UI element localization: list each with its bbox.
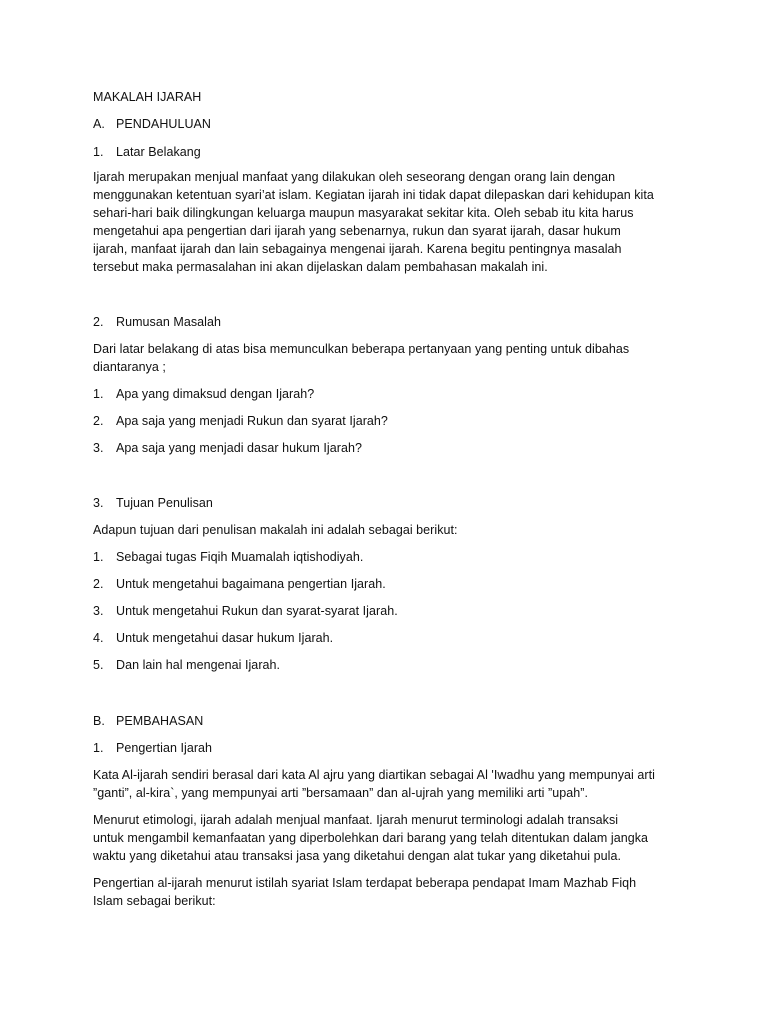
subheading-text: Latar Belakang <box>116 145 201 159</box>
list-text: Untuk mengetahui Rukun dan syarat-syarat Ijarah. <box>116 604 398 618</box>
list-text: Untuk mengetahui bagaimana pengertian Ijarah. <box>116 577 386 591</box>
list-number: 5. <box>93 658 104 672</box>
paragraph-etimologi <box>93 811 648 865</box>
list-text: Apa saja yang menjadi Rukun dan syarat Ijarah? <box>116 414 388 428</box>
paragraph-line: Dari latar belakang di atas bisa memunculkan beberapa pertanyaan yang penting untuk dibahas <box>93 342 630 356</box>
subheading-number: 1. <box>93 145 104 159</box>
subheading-latar-belakang <box>93 143 201 161</box>
list-text: Untuk mengetahui dasar hukum Ijarah. <box>116 631 334 645</box>
list-item <box>93 575 386 593</box>
list-item <box>93 629 333 647</box>
list-text: Apa saja yang menjadi dasar hukum Ijarah? <box>116 441 362 455</box>
heading-text: PENDAHULUAN <box>116 117 212 131</box>
subheading-number: 3. <box>93 496 104 510</box>
heading-number: A. <box>93 117 105 131</box>
list-number: 2. <box>93 577 104 591</box>
heading-number: B. <box>93 714 105 728</box>
section-heading-a <box>93 115 211 133</box>
list-item <box>93 656 280 674</box>
paragraph-line: ijarah, manfaat ijarah dan lain sebagainya mengenai ijarah. Karena begitu pentingnya masalah <box>93 242 622 256</box>
paragraph-etimologi-kata <box>93 766 655 802</box>
list-number: 2. <box>93 414 104 428</box>
subheading-text: Tujuan Penulisan <box>116 496 213 510</box>
list-text: Dan lain hal mengenai Ijarah. <box>116 658 281 672</box>
list-number: 3. <box>93 441 104 455</box>
paragraph-line: sehari-hari baik dilingkungan keluarga maupun masyarakat sekitar kita. Oleh sebab itu kita harus <box>93 206 634 220</box>
subheading-text: Rumusan Masalah <box>116 315 221 329</box>
subheading-tujuan-penulisan <box>93 494 213 512</box>
list-number: 3. <box>93 604 104 618</box>
paragraph-line: mengetahui apa pengertian dari ijarah yang sebenarnya, rukun dan syarat ijarah, dasar hukum <box>93 224 621 238</box>
section-heading-b <box>93 712 203 730</box>
subheading-rumusan-masalah <box>93 313 221 331</box>
paragraph-line: untuk mengambil kemanfaatan yang diperbolehkan dari barang yang telah ditentukan dalam jangka <box>93 831 649 845</box>
paragraph-line: Islam sebagai berikut: <box>93 894 216 908</box>
list-number: 1. <box>93 387 104 401</box>
paragraph-line: diantaranya ; <box>93 360 166 374</box>
list-item <box>93 439 362 457</box>
paragraph-line: Menurut etimologi, ijarah adalah menjual manfaat. Ijarah menurut terminologi adalah transaksi <box>93 813 619 827</box>
list-text: Apa yang dimaksud dengan Ijarah? <box>116 387 315 401</box>
list-number: 4. <box>93 631 104 645</box>
paragraph-line: menggunakan ketentuan syari’at islam. Kegiatan ijarah ini tidak dapat dilepaskan dari kehidupan kita <box>93 188 654 202</box>
paragraph-line: Pengertian al-ijarah menurut istilah syariat Islam terdapat beberapa pendapat Imam Mazhab Fiqh <box>93 876 637 890</box>
subheading-text: Pengertian Ijarah <box>116 741 213 755</box>
list-item <box>93 412 388 430</box>
paragraph-line: Kata Al-ijarah sendiri berasal dari kata Al ajru yang diartikan sebagai Al 'Iwadhu yang mempunyai arti <box>93 768 655 782</box>
subheading-number: 2. <box>93 315 104 329</box>
heading-text: PEMBAHASAN <box>116 714 204 728</box>
paragraph-rumusan <box>93 340 629 376</box>
subheading-number: 1. <box>93 741 104 755</box>
list-text: Sebagai tugas Fiqih Muamalah iqtishodiyah. <box>116 550 364 564</box>
paragraph-line: Ijarah merupakan menjual manfaat yang dilakukan oleh seseorang dengan orang lain dengan <box>93 170 616 184</box>
paragraph-line: tersebut maka permasalahan ini akan dijelaskan dalam pembahasan makalah ini. <box>93 260 548 274</box>
list-item <box>93 548 363 566</box>
subheading-pengertian-ijarah <box>93 739 212 757</box>
paragraph-istilah <box>93 874 636 910</box>
list-item <box>93 602 398 620</box>
paragraph-line: ”ganti”, al-kira`, yang mempunyai arti ”bersamaan” dan al-ujrah yang memiliki arti ”upah”. <box>93 786 588 800</box>
paragraph-tujuan-intro: Adapun tujuan dari penulisan makalah ini adalah sebagai berikut: <box>93 523 458 537</box>
paragraph-latar-belakang <box>93 168 654 276</box>
paragraph-line: waktu yang diketahui atau transaksi jasa yang diketahui dengan alat tukar yang diketahui pula. <box>93 849 621 863</box>
list-item <box>93 385 314 403</box>
list-number: 1. <box>93 550 104 564</box>
document-title: MAKALAH IJARAH <box>93 90 202 104</box>
